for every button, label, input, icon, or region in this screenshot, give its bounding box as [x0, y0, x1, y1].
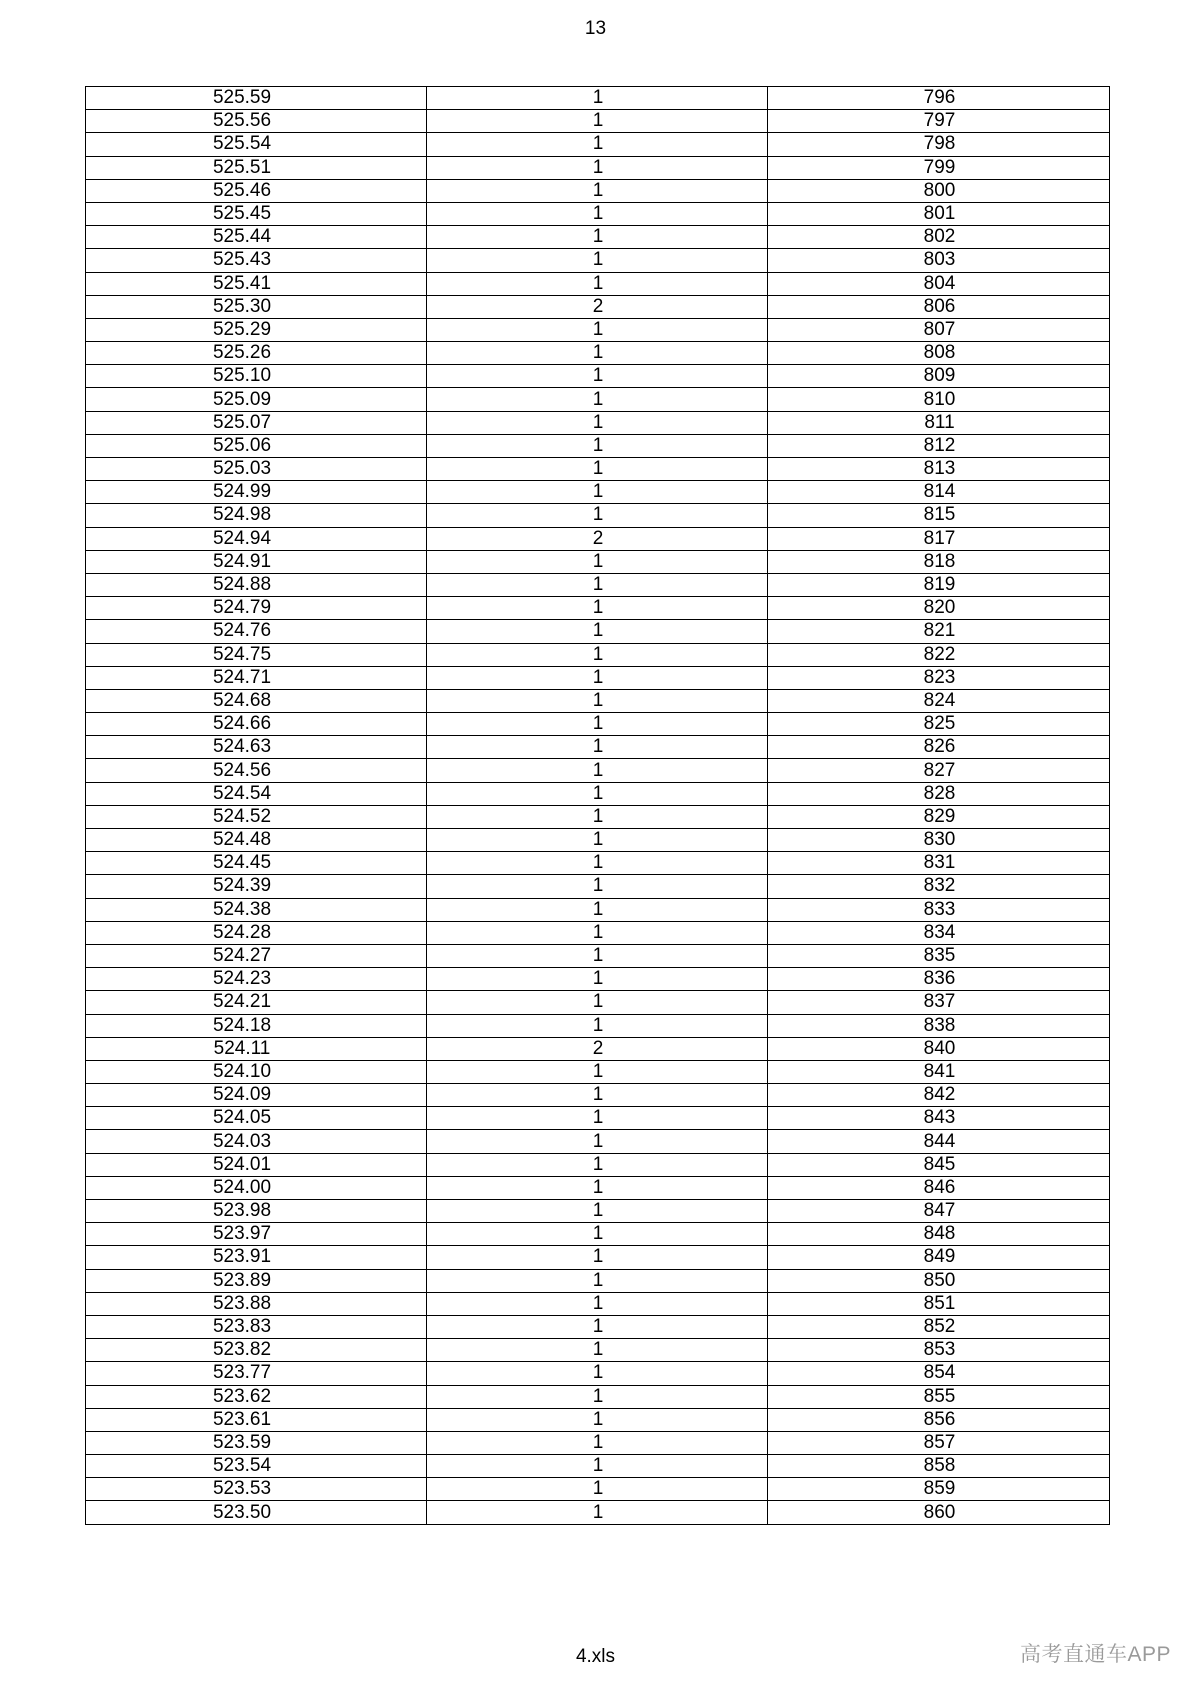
count-cell: 1	[427, 458, 768, 481]
rank-cell: 837	[768, 991, 1110, 1014]
score-cell: 523.88	[86, 1292, 427, 1315]
score-cell: 523.62	[86, 1385, 427, 1408]
table-row	[86, 272, 1110, 295]
score-cell: 524.68	[86, 689, 427, 712]
rank-cell: 814	[768, 481, 1110, 504]
score-cell: 523.83	[86, 1315, 427, 1338]
score-cell: 523.53	[86, 1478, 427, 1501]
rank-cell: 859	[768, 1478, 1110, 1501]
score-cell: 524.01	[86, 1153, 427, 1176]
score-cell: 524.75	[86, 643, 427, 666]
rank-cell: 842	[768, 1084, 1110, 1107]
count-cell: 1	[427, 1362, 768, 1385]
count-cell: 1	[427, 1431, 768, 1454]
score-cell: 523.97	[86, 1223, 427, 1246]
rank-cell: 836	[768, 968, 1110, 991]
score-cell: 524.21	[86, 991, 427, 1014]
count-cell: 1	[427, 179, 768, 202]
rank-cell: 822	[768, 643, 1110, 666]
count-cell: 1	[427, 666, 768, 689]
page-number: 13	[584, 18, 607, 39]
rank-cell: 809	[768, 365, 1110, 388]
count-cell: 1	[427, 87, 768, 110]
count-cell: 1	[427, 968, 768, 991]
table-row	[86, 156, 1110, 179]
table-row	[86, 411, 1110, 434]
count-cell: 1	[427, 434, 768, 457]
rank-cell: 852	[768, 1315, 1110, 1338]
score-cell: 523.98	[86, 1200, 427, 1223]
count-cell: 1	[427, 550, 768, 573]
count-cell: 1	[427, 1153, 768, 1176]
rank-cell: 821	[768, 620, 1110, 643]
table-row	[86, 921, 1110, 944]
count-cell: 1	[427, 226, 768, 249]
rank-cell: 823	[768, 666, 1110, 689]
table-row	[86, 1176, 1110, 1199]
score-cell: 525.56	[86, 110, 427, 133]
score-cell: 525.41	[86, 272, 427, 295]
score-cell: 525.43	[86, 249, 427, 272]
table-row	[86, 1084, 1110, 1107]
table-body	[86, 87, 1110, 1525]
rank-cell: 812	[768, 434, 1110, 457]
score-cell: 524.23	[86, 968, 427, 991]
score-cell: 524.03	[86, 1130, 427, 1153]
watermark: 高考直通车APP	[1019, 1643, 1171, 1666]
rank-cell: 798	[768, 133, 1110, 156]
rank-cell: 857	[768, 1431, 1110, 1454]
rank-cell: 825	[768, 713, 1110, 736]
score-cell: 523.91	[86, 1246, 427, 1269]
rank-cell: 811	[768, 411, 1110, 434]
count-cell: 1	[427, 829, 768, 852]
table-row	[86, 875, 1110, 898]
rank-cell: 858	[768, 1455, 1110, 1478]
table-row	[86, 829, 1110, 852]
score-cell: 524.05	[86, 1107, 427, 1130]
count-cell: 1	[427, 202, 768, 225]
table-row	[86, 666, 1110, 689]
rank-cell: 818	[768, 550, 1110, 573]
count-cell: 1	[427, 1455, 768, 1478]
count-cell: 1	[427, 1176, 768, 1199]
count-cell: 1	[427, 365, 768, 388]
rank-cell: 801	[768, 202, 1110, 225]
score-cell: 524.54	[86, 782, 427, 805]
table-row	[86, 1385, 1110, 1408]
score-cell: 524.10	[86, 1060, 427, 1083]
table-row	[86, 87, 1110, 110]
table-row	[86, 1246, 1110, 1269]
score-cell: 525.03	[86, 458, 427, 481]
table-row	[86, 1292, 1110, 1315]
rank-cell: 845	[768, 1153, 1110, 1176]
score-cell: 523.59	[86, 1431, 427, 1454]
rank-cell: 817	[768, 527, 1110, 550]
rank-cell: 856	[768, 1408, 1110, 1431]
score-table	[85, 86, 1110, 1525]
score-cell: 524.66	[86, 713, 427, 736]
table-row	[86, 1200, 1110, 1223]
count-cell: 1	[427, 782, 768, 805]
count-cell: 1	[427, 759, 768, 782]
rank-cell: 841	[768, 1060, 1110, 1083]
rank-cell: 819	[768, 573, 1110, 596]
count-cell: 1	[427, 898, 768, 921]
table-row	[86, 643, 1110, 666]
count-cell: 1	[427, 411, 768, 434]
table-row	[86, 1501, 1110, 1524]
count-cell: 1	[427, 1200, 768, 1223]
count-cell: 1	[427, 1060, 768, 1083]
score-cell: 524.18	[86, 1014, 427, 1037]
rank-cell: 831	[768, 852, 1110, 875]
table-row	[86, 527, 1110, 550]
score-cell: 524.91	[86, 550, 427, 573]
table-row	[86, 782, 1110, 805]
rank-cell: 824	[768, 689, 1110, 712]
score-cell: 524.28	[86, 921, 427, 944]
table-row	[86, 689, 1110, 712]
rank-cell: 827	[768, 759, 1110, 782]
rank-cell: 808	[768, 342, 1110, 365]
score-cell: 525.29	[86, 318, 427, 341]
count-cell: 1	[427, 805, 768, 828]
score-cell: 524.45	[86, 852, 427, 875]
table-row	[86, 1014, 1110, 1037]
table-row	[86, 1223, 1110, 1246]
score-cell: 525.54	[86, 133, 427, 156]
count-cell: 1	[427, 249, 768, 272]
score-cell: 524.71	[86, 666, 427, 689]
table-row	[86, 620, 1110, 643]
count-cell: 1	[427, 110, 768, 133]
score-cell: 525.10	[86, 365, 427, 388]
rank-cell: 799	[768, 156, 1110, 179]
score-cell: 524.27	[86, 944, 427, 967]
count-cell: 1	[427, 342, 768, 365]
rank-cell: 846	[768, 1176, 1110, 1199]
rank-cell: 802	[768, 226, 1110, 249]
table-row	[86, 249, 1110, 272]
table-row	[86, 388, 1110, 411]
rank-cell: 803	[768, 249, 1110, 272]
table-row	[86, 1269, 1110, 1292]
rank-cell: 829	[768, 805, 1110, 828]
rank-cell: 810	[768, 388, 1110, 411]
rank-cell: 850	[768, 1269, 1110, 1292]
count-cell: 1	[427, 504, 768, 527]
rank-cell: 840	[768, 1037, 1110, 1060]
table-row	[86, 1455, 1110, 1478]
count-cell: 1	[427, 1084, 768, 1107]
table-row	[86, 1408, 1110, 1431]
count-cell: 1	[427, 1292, 768, 1315]
rank-cell: 834	[768, 921, 1110, 944]
rank-cell: 844	[768, 1130, 1110, 1153]
table-row	[86, 504, 1110, 527]
score-cell: 523.50	[86, 1501, 427, 1524]
rank-cell: 820	[768, 597, 1110, 620]
table-row	[86, 1339, 1110, 1362]
score-cell: 525.30	[86, 295, 427, 318]
table-row	[86, 1107, 1110, 1130]
table-row	[86, 1060, 1110, 1083]
table-row	[86, 110, 1110, 133]
count-cell: 1	[427, 620, 768, 643]
table-row	[86, 597, 1110, 620]
rank-cell: 832	[768, 875, 1110, 898]
count-cell: 1	[427, 1315, 768, 1338]
rank-cell: 853	[768, 1339, 1110, 1362]
score-cell: 525.09	[86, 388, 427, 411]
rank-cell: 849	[768, 1246, 1110, 1269]
table-row	[86, 1315, 1110, 1338]
count-cell: 1	[427, 573, 768, 596]
rank-cell: 851	[768, 1292, 1110, 1315]
count-cell: 1	[427, 1408, 768, 1431]
rank-cell: 847	[768, 1200, 1110, 1223]
count-cell: 1	[427, 736, 768, 759]
rank-cell: 828	[768, 782, 1110, 805]
table-row	[86, 458, 1110, 481]
score-cell: 524.52	[86, 805, 427, 828]
rank-cell: 855	[768, 1385, 1110, 1408]
count-cell: 1	[427, 713, 768, 736]
table-row	[86, 573, 1110, 596]
table-row	[86, 1478, 1110, 1501]
count-cell: 1	[427, 1107, 768, 1130]
table-row	[86, 133, 1110, 156]
score-cell: 523.77	[86, 1362, 427, 1385]
score-cell: 523.82	[86, 1339, 427, 1362]
score-cell: 524.39	[86, 875, 427, 898]
count-cell: 1	[427, 1269, 768, 1292]
score-cell: 523.54	[86, 1455, 427, 1478]
table-row	[86, 944, 1110, 967]
count-cell: 1	[427, 1339, 768, 1362]
score-cell: 524.11	[86, 1037, 427, 1060]
rank-cell: 826	[768, 736, 1110, 759]
rank-cell: 830	[768, 829, 1110, 852]
rank-cell: 797	[768, 110, 1110, 133]
count-cell: 1	[427, 272, 768, 295]
score-cell: 524.76	[86, 620, 427, 643]
score-cell: 523.89	[86, 1269, 427, 1292]
rank-cell: 835	[768, 944, 1110, 967]
score-cell: 524.09	[86, 1084, 427, 1107]
rank-cell: 807	[768, 318, 1110, 341]
table-row	[86, 202, 1110, 225]
count-cell: 2	[427, 527, 768, 550]
table-row	[86, 318, 1110, 341]
rank-cell: 838	[768, 1014, 1110, 1037]
score-cell: 524.98	[86, 504, 427, 527]
score-cell: 525.45	[86, 202, 427, 225]
score-cell: 525.51	[86, 156, 427, 179]
rank-cell: 813	[768, 458, 1110, 481]
table-row	[86, 1431, 1110, 1454]
score-cell: 525.44	[86, 226, 427, 249]
rank-cell: 843	[768, 1107, 1110, 1130]
count-cell: 1	[427, 1501, 768, 1524]
rank-cell: 833	[768, 898, 1110, 921]
count-cell: 1	[427, 852, 768, 875]
table-row	[86, 1153, 1110, 1176]
count-cell: 1	[427, 1478, 768, 1501]
table-row	[86, 434, 1110, 457]
count-cell: 1	[427, 1014, 768, 1037]
table-row	[86, 1362, 1110, 1385]
count-cell: 2	[427, 295, 768, 318]
score-cell: 524.99	[86, 481, 427, 504]
table-row	[86, 226, 1110, 249]
count-cell: 1	[427, 921, 768, 944]
score-cell: 525.59	[86, 87, 427, 110]
count-cell: 1	[427, 1130, 768, 1153]
table-row	[86, 991, 1110, 1014]
count-cell: 1	[427, 643, 768, 666]
table-row	[86, 481, 1110, 504]
table-row	[86, 179, 1110, 202]
score-cell: 524.79	[86, 597, 427, 620]
score-cell: 524.88	[86, 573, 427, 596]
count-cell: 1	[427, 1385, 768, 1408]
table-row	[86, 550, 1110, 573]
count-cell: 1	[427, 689, 768, 712]
count-cell: 1	[427, 944, 768, 967]
count-cell: 1	[427, 388, 768, 411]
count-cell: 2	[427, 1037, 768, 1060]
count-cell: 1	[427, 133, 768, 156]
table-row	[86, 1037, 1110, 1060]
rank-cell: 796	[768, 87, 1110, 110]
score-cell: 524.00	[86, 1176, 427, 1199]
rank-cell: 800	[768, 179, 1110, 202]
score-cell: 523.61	[86, 1408, 427, 1431]
table-row	[86, 365, 1110, 388]
table-row	[86, 342, 1110, 365]
score-cell: 524.63	[86, 736, 427, 759]
count-cell: 1	[427, 1246, 768, 1269]
table-row	[86, 968, 1110, 991]
count-cell: 1	[427, 156, 768, 179]
score-cell: 524.38	[86, 898, 427, 921]
table-row	[86, 898, 1110, 921]
table-row	[86, 852, 1110, 875]
count-cell: 1	[427, 875, 768, 898]
table-row	[86, 295, 1110, 318]
rank-cell: 804	[768, 272, 1110, 295]
count-cell: 1	[427, 597, 768, 620]
score-cell: 525.46	[86, 179, 427, 202]
rank-cell: 848	[768, 1223, 1110, 1246]
count-cell: 1	[427, 1223, 768, 1246]
table-row	[86, 759, 1110, 782]
score-cell: 525.07	[86, 411, 427, 434]
rank-cell: 815	[768, 504, 1110, 527]
table-row	[86, 805, 1110, 828]
rank-cell: 806	[768, 295, 1110, 318]
score-cell: 524.48	[86, 829, 427, 852]
table-row	[86, 1130, 1110, 1153]
footer-file-name: 4.xls	[575, 1646, 616, 1667]
table-row	[86, 736, 1110, 759]
score-cell: 524.94	[86, 527, 427, 550]
count-cell: 1	[427, 991, 768, 1014]
count-cell: 1	[427, 481, 768, 504]
rank-cell: 854	[768, 1362, 1110, 1385]
table-row	[86, 713, 1110, 736]
count-cell: 1	[427, 318, 768, 341]
score-cell: 525.06	[86, 434, 427, 457]
rank-cell: 860	[768, 1501, 1110, 1524]
score-cell: 525.26	[86, 342, 427, 365]
score-cell: 524.56	[86, 759, 427, 782]
